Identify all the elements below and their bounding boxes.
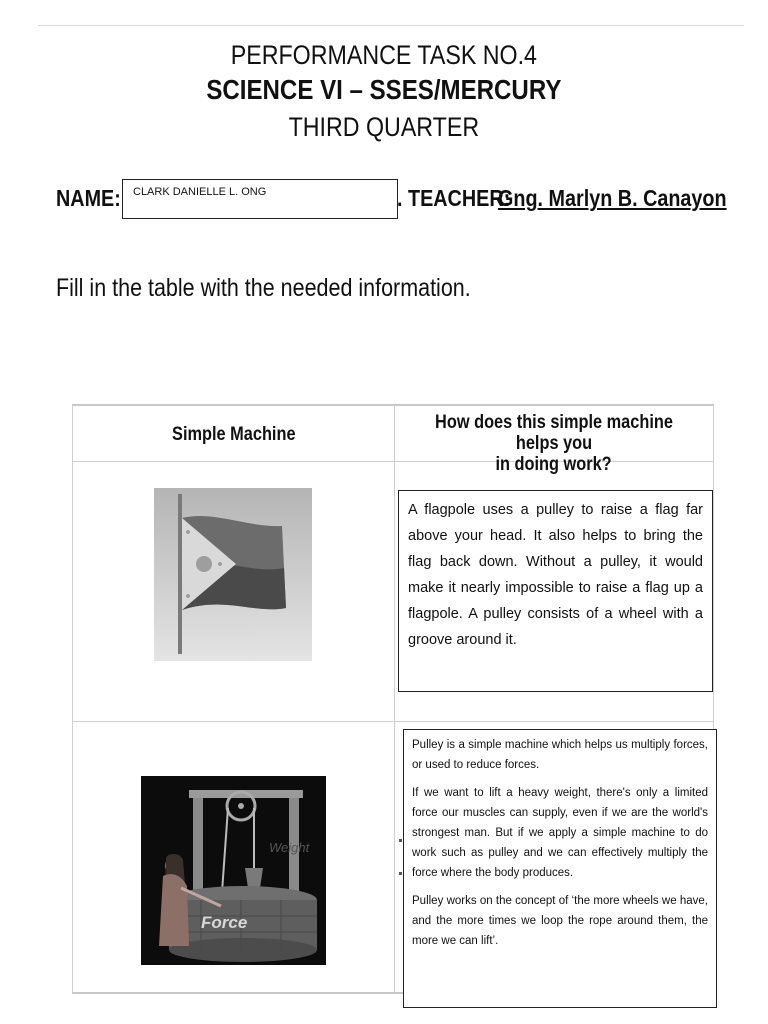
answer-flagpole: A flagpole uses a pulley to raise a flag far above your head. It also helps to bring the flag back down. Without a pulley, it would make it nearly impossible to raise a flag up a flagpole. A pulley consists of a wheel with a groove around it. xyxy=(398,490,713,692)
quarter-title: THIRD QUARTER xyxy=(288,112,480,142)
task-title: PERFORMANCE TASK NO.4 xyxy=(230,40,537,70)
answer-pulley xyxy=(403,729,717,1008)
teacher-label: . TEACHER: xyxy=(397,185,511,211)
top-divider xyxy=(38,25,744,26)
name-field[interactable] xyxy=(122,179,398,219)
column-header-usage: How does this simple machine helps you in doing work? xyxy=(435,412,673,475)
instruction-text: Fill in the table with the needed information. xyxy=(56,274,471,302)
answer-pulley-paragraph-1: Pulley is a simple machine which helps us multiply forces, or used to reduce forces. xyxy=(412,739,708,771)
bullet-mark xyxy=(399,839,402,842)
column-header-machine: Simple Machine xyxy=(171,424,296,445)
flag-image xyxy=(154,488,312,661)
teacher-name: Gng. Marlyn B. Canayon xyxy=(498,185,727,211)
answer-pulley-paragraph-3: Pulley works on the concept of ‘the more wheels we have, and the more times we loop the rope around them, the more we can lift’. xyxy=(412,895,708,947)
column-divider xyxy=(394,406,395,992)
force-label: Force xyxy=(201,913,248,932)
row-divider xyxy=(73,721,713,722)
bullet-mark xyxy=(399,872,402,875)
name-label: NAME: xyxy=(56,185,121,211)
well-pulley-image xyxy=(141,776,326,965)
sun-icon xyxy=(196,556,212,572)
person-body-icon xyxy=(159,874,189,946)
answer-pulley-paragraph-2: If we want to lift a heavy weight, there's only a limited force our muscles can supply, even if we are the world's strongest man. But if we apply a simple machine to do work such as pulley and we can effectively multiply the force where the body produces. xyxy=(412,787,708,879)
subject-title: SCIENCE VI – SSES/MERCURY xyxy=(206,74,562,105)
name-value: CLARK DANIELLE L. ONG xyxy=(133,186,267,198)
flagpole-shape xyxy=(178,494,182,654)
weight-label: Weight xyxy=(269,840,310,855)
bucket-icon xyxy=(245,868,263,888)
